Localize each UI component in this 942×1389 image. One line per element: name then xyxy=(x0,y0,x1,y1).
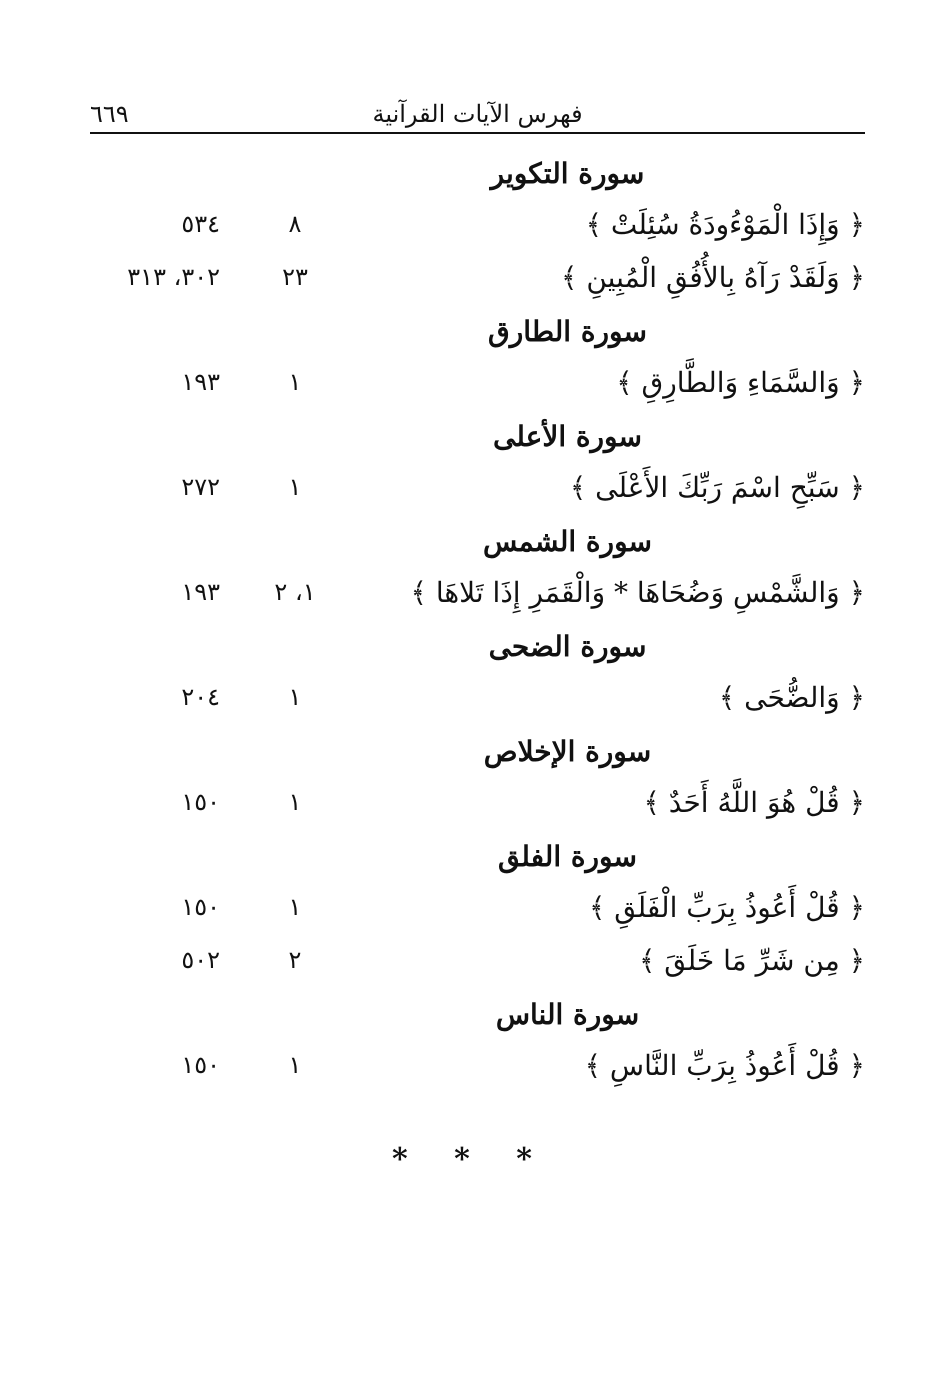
verse-row xyxy=(90,673,865,726)
surah-title: سورة الضحى xyxy=(488,630,647,663)
verse-number: ١ xyxy=(288,788,302,816)
surah-section xyxy=(90,148,865,306)
verse-number: ١ xyxy=(288,368,302,396)
verse-row xyxy=(90,883,865,936)
verse-text: ﴿ سَبِّحِ اسْمَ رَبِّكَ الأَعْلَى ﴾ xyxy=(569,471,865,504)
verse-text: ﴿ وَالسَّمَاءِ وَالطَّارِقِ ﴾ xyxy=(616,366,865,399)
page-references: ٢٧٢ xyxy=(181,473,220,501)
verse-number: ١ xyxy=(288,473,302,501)
surah-title: سورة الشمس xyxy=(482,525,653,558)
verse-number: ٢ xyxy=(288,946,302,974)
surah-section xyxy=(90,831,865,989)
verse-row xyxy=(90,778,865,831)
verse-text: ﴿ قُلْ هُوَ اللَّهُ أَحَدٌ ﴾ xyxy=(643,786,865,819)
surah-title: سورة الأعلى xyxy=(493,420,642,453)
verse-number: ١ xyxy=(288,1051,302,1079)
page-references: ٥٣٤ xyxy=(181,210,220,238)
page-references: ١٥٠ xyxy=(181,1051,220,1079)
verse-text: ﴿ قُلْ أَعُوذُ بِرَبِّ الْفَلَقِ ﴾ xyxy=(588,891,865,924)
surah-title: سورة الطارق xyxy=(488,315,647,348)
verse-row xyxy=(90,1041,865,1094)
surah-section xyxy=(90,621,865,726)
page-number: ٦٦٩ xyxy=(90,100,129,128)
section-end-ornament: * * * xyxy=(392,1142,550,1177)
verse-number: ٨ xyxy=(288,210,302,238)
verse-text: ﴿ وَالضُّحَى ﴾ xyxy=(718,681,865,714)
verse-text: ﴿ قُلْ أَعُوذُ بِرَبِّ النَّاسِ ﴾ xyxy=(584,1049,865,1082)
page-references: ١٩٣ xyxy=(181,368,220,396)
verse-number: ١ xyxy=(288,893,302,921)
verse-index xyxy=(90,148,865,1094)
verse-text: ﴿ وَالشَّمْسِ وَضُحَاهَا * وَالْقَمَرِ إِذَا تَلاهَا ﴾ xyxy=(410,576,865,609)
verse-text: ﴿ وَلَقَدْ رَآهُ بِالأُفُقِ الْمُبِينِ ﴾ xyxy=(561,261,865,294)
surah-title: سورة التكوير xyxy=(490,157,645,190)
verse-row xyxy=(90,463,865,516)
page-references: ٢٠٤ xyxy=(181,683,220,711)
surah-title: سورة الفلق xyxy=(498,840,637,873)
verse-row xyxy=(90,568,865,621)
verse-row xyxy=(90,200,865,253)
page-references: ٣٠٢، ٣١٣ xyxy=(127,263,220,291)
verse-number: ٢٣ xyxy=(282,263,308,291)
surah-title: سورة الناس xyxy=(495,998,640,1031)
page-references: ٥٠٢ xyxy=(181,946,220,974)
surah-section xyxy=(90,516,865,621)
surah-title: سورة الإخلاص xyxy=(483,735,652,768)
page-references: ١٥٠ xyxy=(181,788,220,816)
verse-row xyxy=(90,358,865,411)
surah-section xyxy=(90,726,865,831)
surah-section xyxy=(90,989,865,1094)
verse-text: ﴿ وَإِذَا الْمَوْءُودَةُ سُئِلَتْ ﴾ xyxy=(585,208,865,241)
verse-row xyxy=(90,253,865,306)
surah-section xyxy=(90,411,865,516)
page-title: فهرس الآيات القرآنية xyxy=(372,100,583,128)
verse-text: ﴿ مِن شَرِّ مَا خَلَقَ ﴾ xyxy=(639,944,865,977)
verse-row xyxy=(90,936,865,989)
page-references: ١٩٣ xyxy=(181,578,220,606)
page-header xyxy=(90,96,865,134)
verse-number: ١ xyxy=(288,683,302,711)
surah-section xyxy=(90,306,865,411)
verse-number: ١، ٢ xyxy=(274,578,316,606)
page-references: ١٥٠ xyxy=(181,893,220,921)
